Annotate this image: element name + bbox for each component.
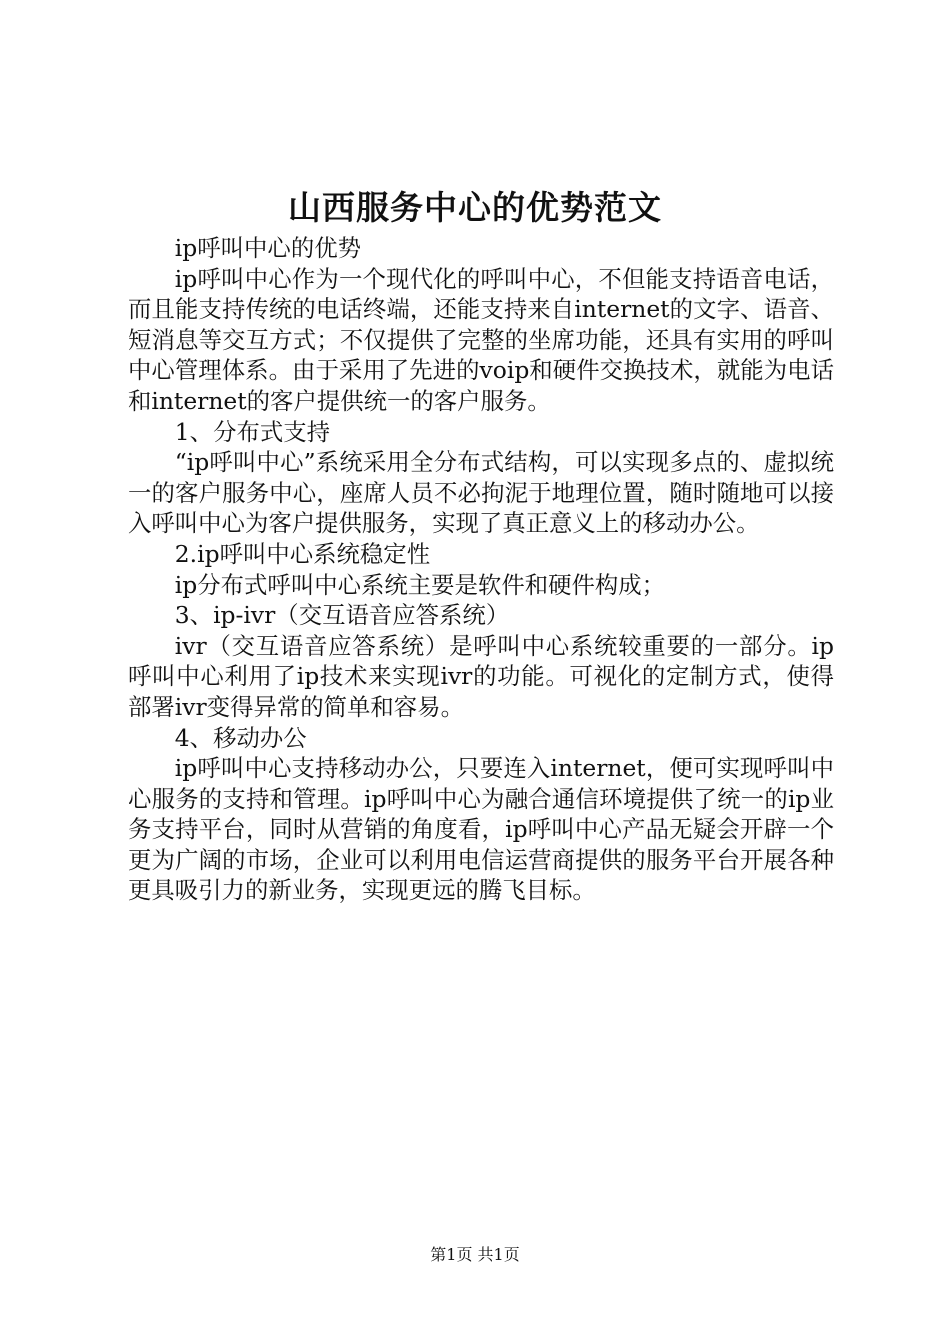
paragraph-heading-ivr: 3、ip-ivr（交互语音应答系统） [174,601,510,630]
page-footer: 第1页 共1页 [430,1245,520,1264]
paragraph-heading-distributed: 1、分布式支持 [174,417,331,446]
paragraph-heading-stability: 2.ip呼叫中心系统稳定性 [174,539,431,568]
paragraph-mobile: ip呼叫中心支持移动办公，只要连入internet，便可实现呼叫中心服务的支持和管理。ip呼叫中心为融合通信环境提供了统一的ip业务支持平台，同时从营销的角度看，ip呼叫中心产品无疑会开辟一个更为广阔的市场，企业可以利用电信运营商提供的服务平台开展各种更具吸引力的新业务，实现更远的腾飞目标。 [128,754,834,905]
paragraph-heading-advantages: ip呼叫中心的优势 [174,234,361,262]
paragraph-distributed: “ip呼叫中心”系统采用全分布式结构，可以实现多点的、虚拟统一的客户服务中心，座席人员不必拘泥于地理位置，随时随地可以接入呼叫中心为客户提供服务，实现了真正意义上的移动办公。 [128,448,834,538]
paragraph-stability: ip分布式呼叫中心系统主要是软件和硬件构成； [174,570,666,599]
document-title: 山西服务中心的优势范文 [288,188,662,227]
document-body [128,233,834,906]
paragraph-ivr: ivr（交互语音应答系统）是呼叫中心系统较重要的一部分。ip呼叫中心利用了ip技术来实现ivr的功能。可视化的定制方式，使得部署ivr变得异常的简单和容易。 [128,631,834,721]
paragraph-intro: ip呼叫中心作为一个现代化的呼叫中心，不但能支持语音电话，而且能支持传统的电话终端，还能支持来自internet的文字、语音、短消息等交互方式；不仅提供了完整的坐席功能，还具有实用的呼叫中心管理体系。由于采用了先进的voip和硬件交换技术，就能为电话和internet的客户提供统一的客户服务。 [128,264,834,415]
paragraph-heading-mobile: 4、移动办公 [174,723,307,752]
